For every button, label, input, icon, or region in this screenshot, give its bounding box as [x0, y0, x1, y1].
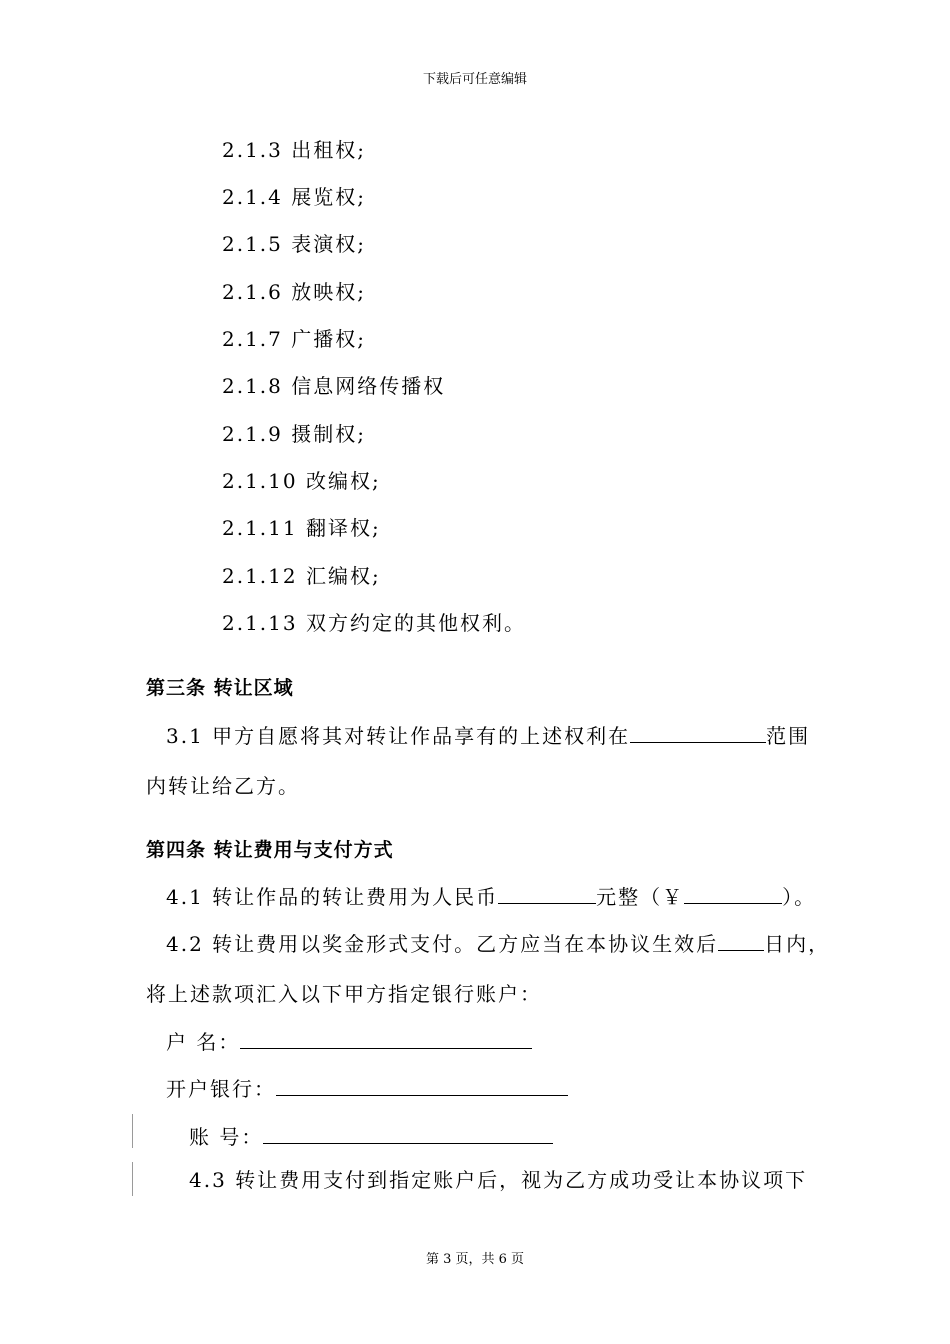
account-name-label: 户 名：: [166, 1030, 241, 1054]
clause-3-1-suffix: 范围: [766, 724, 811, 748]
clause-3-1-cont: 内转让给乙方。: [146, 774, 300, 798]
clause-4-1-text: 4.1 转让作品的转让费用为人民币: [166, 885, 499, 909]
list-item: 2.1.10 改编权;: [222, 469, 381, 493]
amount-number-blank[interactable]: [684, 881, 782, 904]
list-item: 2.1.4 展览权;: [222, 185, 366, 209]
list-item: 2.1.5 表演权;: [222, 232, 366, 256]
account-number-label: 账 号：: [189, 1125, 264, 1149]
list-item: 2.1.6 放映权;: [222, 280, 366, 304]
clause-4-2: [166, 928, 830, 958]
clause-3-1: [166, 720, 810, 750]
account-number-blank[interactable]: [263, 1121, 553, 1144]
clause-3-1-text: 3.1 甲方自愿将其对转让作品享有的上述权利在: [166, 724, 631, 748]
account-name-blank[interactable]: [240, 1026, 532, 1049]
clause-4-3: 4.3 转让费用支付到指定账户后，视为乙方成功受让本协议项下: [189, 1168, 808, 1192]
list-item: 2.1.3 出租权;: [222, 138, 366, 162]
days-blank[interactable]: [718, 928, 764, 951]
clause-4-2-cont: 将上述款项汇入以下甲方指定银行账户：: [146, 982, 542, 1006]
list-item: 2.1.9 摄制权;: [222, 422, 366, 446]
list-item: 2.1.12 汇编权;: [222, 564, 381, 588]
bank-blank[interactable]: [276, 1073, 568, 1096]
article3-heading: 第三条 转让区域: [146, 677, 294, 699]
page-header: 下载后可任意编辑: [422, 72, 527, 87]
account-name-row: [166, 1026, 532, 1056]
clause-4-1-mid: 元整（￥: [596, 885, 685, 909]
region-blank[interactable]: [630, 720, 766, 743]
change-bar: [132, 1114, 133, 1148]
clause-4-1-end: ）。: [782, 885, 817, 909]
list-item: 2.1.11 翻译权;: [222, 516, 381, 540]
bank-label: 开户银行：: [166, 1077, 276, 1101]
list-item: 2.1.8 信息网络传播权: [222, 374, 446, 398]
amount-words-blank[interactable]: [498, 881, 596, 904]
list-item: 2.1.7 广播权;: [222, 327, 366, 351]
clause-4-2-text: 4.2 转让费用以奖金形式支付。乙方应当在本协议生效后: [166, 932, 719, 956]
clause-4-1: [166, 881, 816, 911]
clause-4-2-suffix: 日内，: [764, 932, 831, 956]
bank-row: [166, 1073, 568, 1103]
account-number-row: [189, 1121, 553, 1151]
list-item: 2.1.13 双方约定的其他权利。: [222, 611, 526, 635]
change-bar: [132, 1162, 133, 1196]
page-footer: 第 3 页，共 6 页: [425, 1252, 525, 1267]
article4-heading: 第四条 转让费用与支付方式: [146, 839, 394, 861]
